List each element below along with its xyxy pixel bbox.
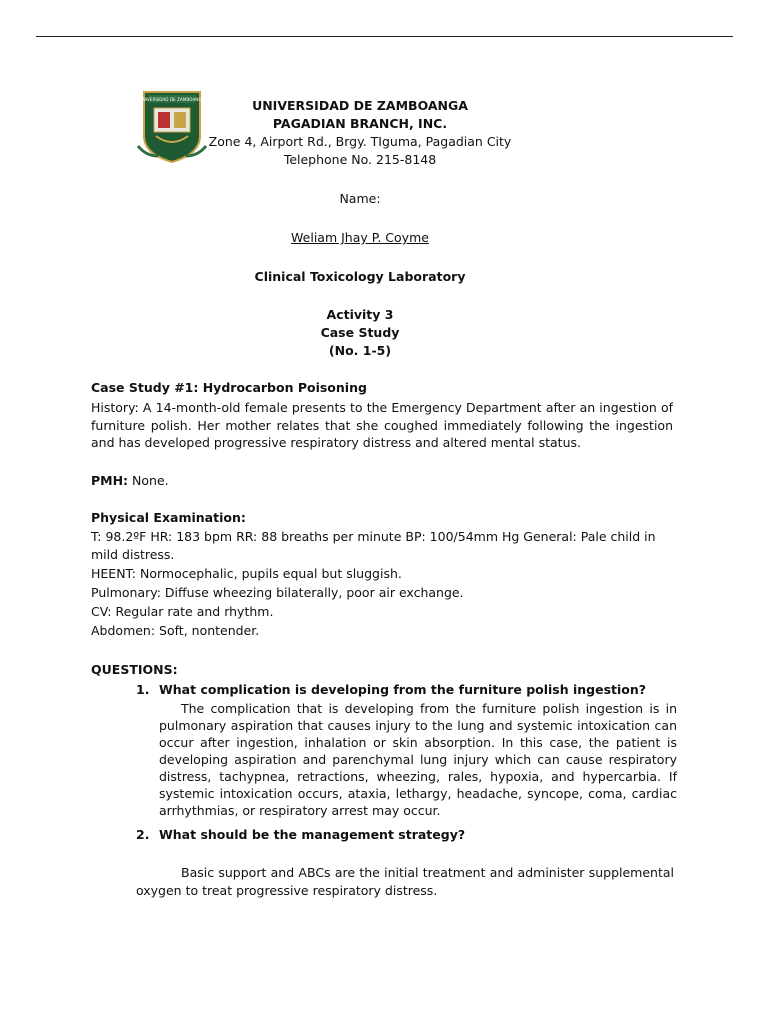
- exam-line: HEENT: Normocephalic, pupils equal but sluggish.: [91, 566, 402, 581]
- case-title: Case Study #1: Hydrocarbon Poisoning: [91, 380, 367, 395]
- exam-line: Pulmonary: Diffuse wheezing bilaterally, poor air exchange.: [91, 585, 464, 600]
- case-history: History: A 14-month-old female presents to the Emergency Department after an ingestion of furniture polish. Her mother relates that she coughed immediately following the ingestion and has developed progressive respiratory distress and altered mental status.: [91, 400, 673, 450]
- pmh-value: None.: [128, 473, 169, 488]
- answer-2: Basic support and ABCs are the initial treatment and administer supplemental oxygen to treat progressive respiratory distress.: [136, 865, 674, 898]
- question-2: [136, 826, 465, 844]
- answer-1: The complication that is developing from the furniture polish ingestion is in pulmonary aspiration that causes injury to the lung and systemic intoxication can occur after ingestion, inhalation or skin absorption. In this case, the patient is developing aspiration and parenchymal lung injury which can cause respiratory distress, tachypnea, retractions, wheezing, rales, hypoxia, and hypercarbia. If systemic intoxication occurs, ataxia, lethargy, headache, syncope, coma, cardiac arrhythmias, or respiratory arrest may occur.: [159, 701, 677, 818]
- name-label: Name:: [339, 191, 381, 206]
- exam-line: CV: Regular rate and rhythm.: [91, 604, 274, 619]
- question-text: What should be the management strategy?: [159, 827, 466, 842]
- question-text: What complication is developing from the furniture polish ingestion?: [159, 682, 647, 697]
- student-name: Weliam Jhay P. Coyme: [291, 230, 429, 245]
- exam-line: Abdomen: Soft, nontender.: [91, 623, 260, 638]
- exam-line: mild distress.: [91, 547, 175, 562]
- question-number: 1.: [136, 682, 150, 697]
- university-name: UNIVERSIDAD DE ZAMBOANGA: [252, 98, 468, 113]
- exam-label: Physical Examination:: [91, 510, 246, 525]
- question-number: 2.: [136, 827, 150, 842]
- top-rule: [36, 36, 733, 37]
- pmh-label: PMH:: [91, 473, 129, 488]
- activity-subtitle: Case Study: [320, 325, 400, 340]
- branch-name: PAGADIAN BRANCH, INC.: [272, 116, 448, 131]
- activity-title: Activity 3: [326, 307, 394, 322]
- svg-text:UNIVERSIDAD DE ZAMBOANGA: UNIVERSIDAD DE ZAMBOANGA: [139, 97, 205, 102]
- questions-label: QUESTIONS:: [91, 662, 178, 677]
- course-title: Clinical Toxicology Laboratory: [254, 269, 466, 284]
- activity-range: (No. 1-5): [328, 343, 392, 358]
- exam-line: T: 98.2ºF HR: 183 bpm RR: 88 breaths per minute BP: 100/54mm Hg General: Pale child in: [91, 529, 656, 544]
- question-1: [136, 681, 646, 699]
- address: Zone 4, Airport Rd., Brgy. TIguma, Pagadian City: [208, 134, 512, 149]
- telephone: Telephone No. 215-8148: [283, 152, 437, 167]
- pmh: [91, 472, 169, 490]
